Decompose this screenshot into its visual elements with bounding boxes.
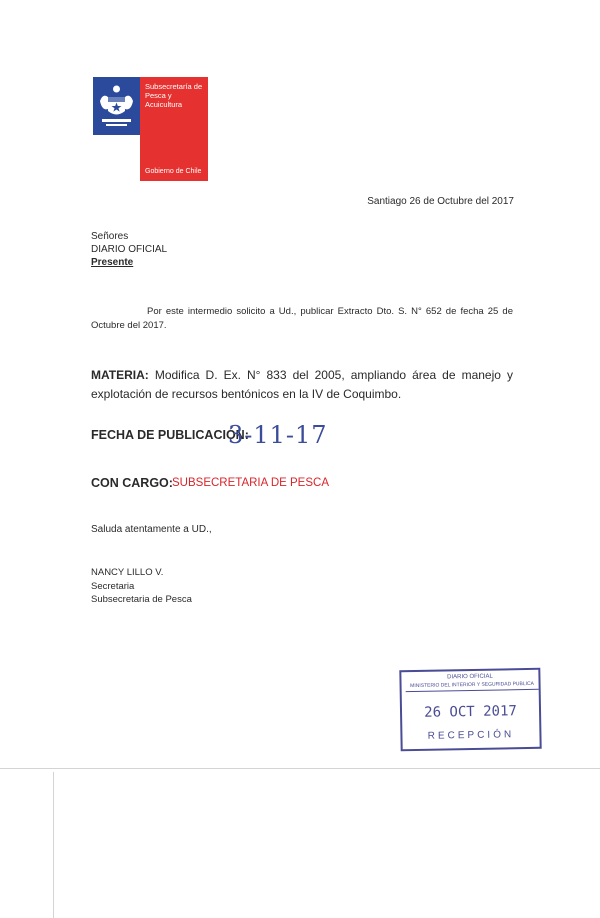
stamp-header: DIARIO OFICIAL bbox=[447, 673, 493, 681]
con-cargo-label: CON CARGO: bbox=[91, 476, 173, 490]
addressee-name: DIARIO OFICIAL bbox=[91, 244, 168, 255]
signature-block bbox=[91, 566, 192, 607]
materia-block bbox=[91, 366, 513, 404]
signature-title: Secretaria bbox=[91, 580, 135, 592]
closing-line: Saluda atentamente a UD., bbox=[91, 524, 212, 535]
coat-of-arms-icon bbox=[96, 83, 137, 129]
gobierno-logo bbox=[93, 77, 208, 181]
signature-name: NANCY LILLO V. bbox=[91, 567, 164, 578]
materia-text: Modifica D. Ex. N° 833 del 2005, ampliando área de manejo y explotación de recursos bentónicos en la IV de Coquimbo. bbox=[91, 368, 513, 401]
materia-label: MATERIA: bbox=[91, 368, 149, 382]
addressee-block bbox=[91, 230, 167, 269]
logo-text: Subsecretaría de Pesca y Acuicultura bbox=[145, 82, 203, 109]
body-paragraph: Por este intermedio solicito a Ud., publicar Extracto Dto. S. N° 652 de fecha 25 de Octubre del 2017. bbox=[91, 306, 513, 331]
fecha-publicacion-handwritten: 3-11-17 bbox=[228, 421, 328, 449]
signature-org: Subsecretaria de Pesca bbox=[91, 594, 192, 605]
page-edge-vertical bbox=[53, 772, 54, 918]
addressee-salutation: Señores bbox=[91, 231, 129, 242]
letter-date: Santiago 26 de Octubre del 2017 bbox=[367, 196, 514, 207]
stamp-label: RECEPCIÓN bbox=[427, 729, 515, 742]
fecha-publicacion-label: FECHA DE PUBLICACIÓN: bbox=[91, 428, 249, 442]
con-cargo-value: SUBSECRETARIA DE PESCA bbox=[172, 477, 329, 489]
reception-stamp bbox=[399, 668, 541, 751]
logo-footer: Gobierno de Chile bbox=[145, 168, 202, 175]
page-edge-horizontal bbox=[0, 768, 600, 769]
stamp-ministry: MINISTERIO DEL INTERIOR Y SEGURIDAD PUBLICA bbox=[406, 681, 539, 692]
addressee-presente: Presente bbox=[91, 257, 134, 268]
stamp-date: 26 OCT 2017 bbox=[424, 703, 518, 721]
